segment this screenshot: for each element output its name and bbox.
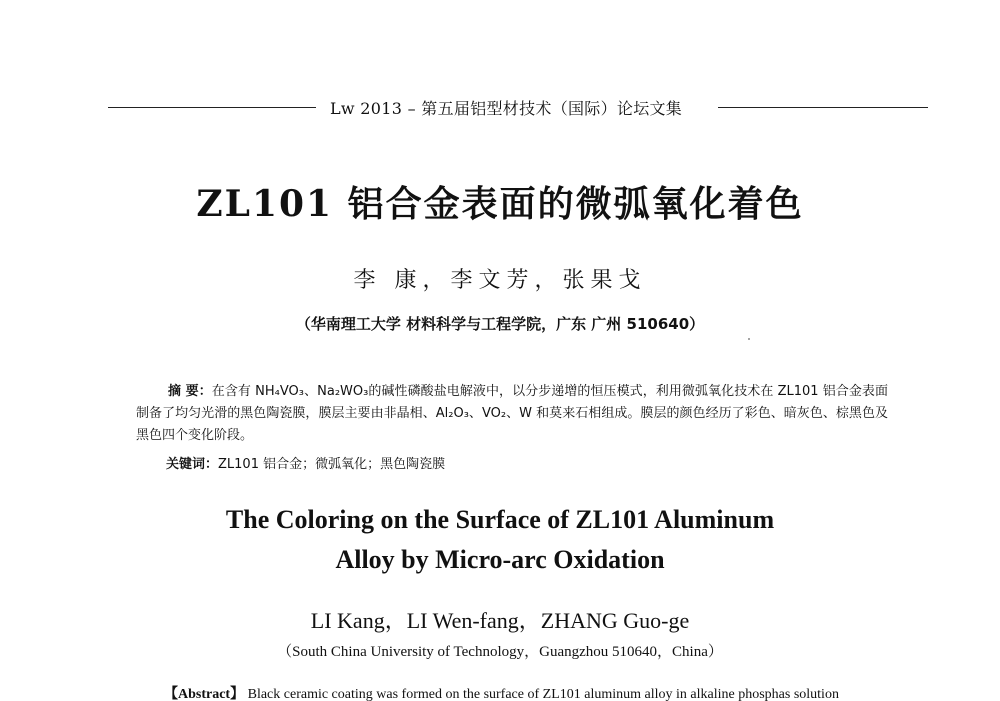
chinese-keywords-label: 关键词：	[166, 457, 219, 472]
speck-mark	[748, 338, 750, 340]
english-abstract	[164, 683, 894, 701]
english-affiliation: （South China University of Technology，Guangzhou 510640，China）	[277, 644, 723, 660]
english-abstract-label: 【Abstract】	[164, 687, 245, 701]
english-title-line-2: Alloy by Micro-arc Oxidation	[335, 545, 665, 574]
chinese-abstract	[136, 381, 888, 447]
running-header	[108, 96, 928, 120]
chinese-abstract-text: 在含有 NH₄VO₃、Na₂WO₃的碱性磷酸盐电解液中，以分步递增的恒压模式，利用微弧氧化技术在 ZL101 铝合金表面制备了均匀光滑的黑色陶瓷膜，膜层主要由非晶相、Al₂O₃、VO₂、W 和莫来石相组成。膜层的颜色经历了彩色、暗灰色、棕黑色及黑色四个变化阶段。	[136, 384, 888, 443]
chinese-authors: 李 康，李文芳，张果戈	[353, 268, 647, 293]
english-abstract-text: Black ceramic coating was formed on the surface of ZL101 aluminum alloy in alkaline phosphas solution	[247, 687, 839, 701]
chinese-keywords	[166, 453, 886, 472]
english-title	[0, 500, 1000, 580]
header-rule-right	[718, 107, 928, 108]
english-title-line-1: The Coloring on the Surface of ZL101 Aluminum	[225, 505, 775, 534]
chinese-title: ZL101 铝合金表面的微弧氧化着色	[196, 183, 804, 225]
chinese-affiliation: （华南理工大学 材料科学与工程学院，广东 广州 510640）	[295, 315, 705, 333]
english-authors: LI Kang，LI Wen-fang，ZHANG Guo-ge	[310, 608, 690, 633]
chinese-abstract-label: 摘 要：	[168, 384, 212, 399]
header-rule-left	[108, 107, 316, 108]
chinese-keywords-text: ZL101 铝合金；微弧氧化；黑色陶瓷膜	[218, 457, 446, 472]
running-title: Lw 2013 – 第五届铝型材技术（国际）论坛文集	[330, 99, 683, 118]
